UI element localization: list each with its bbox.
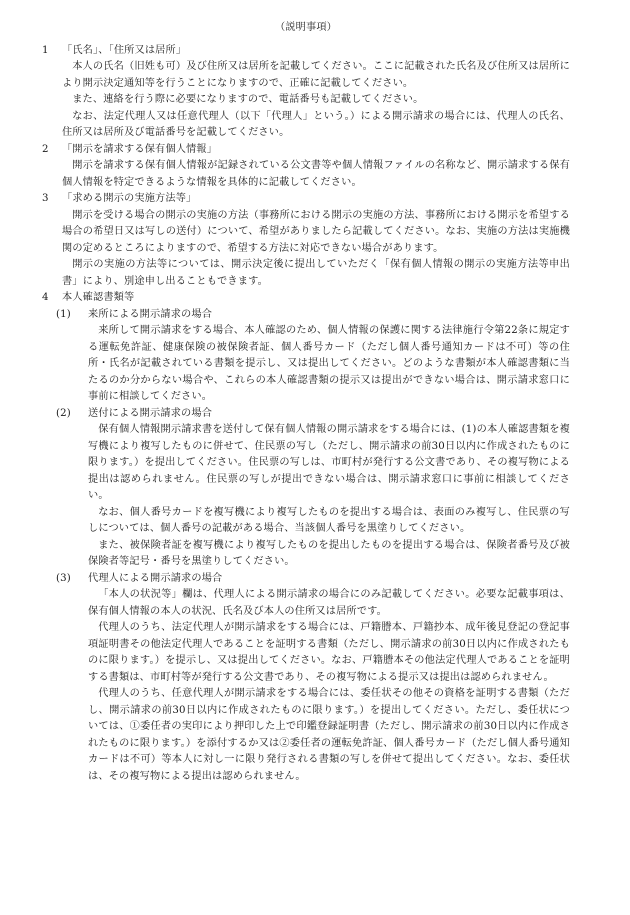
paragraph: 「本人の状況等」欄は、代理人による開示請求の場合にのみ記載してください。必要な記載事項は、保有個人情報の本人の状況、氏名及び本人の住所又は居所です。 xyxy=(88,589,570,617)
subsection-title: 代理人による開示請求の場合 xyxy=(88,572,223,584)
paragraph: 本人の氏名（旧姓も可）及び住所又は居所を記載してください。ここに記載された氏名及び住所又は居所により開示決定通知等を行うことになりますので、正確に記載してください。 xyxy=(62,61,570,89)
paragraph: 保有個人情報開示請求書を送付して保有個人情報の開示請求をする場合には、(1)の本人確認書類を複写機により複写したものに併せて、住民票の写し（ただし、開示請求の前30日以内に作成されたものに限ります。）を提出してください。住民票の写しは、市町村が発行する公文書であり、その複写物による提出は認められません。住民票の写しが提出できない場合は、開示請求窓口に事前に相談してください。 xyxy=(88,424,570,501)
paragraph: なお、法定代理人又は任意代理人（以下「代理人」という。）による開示請求の場合には、代理人の氏名、住所又は居所及び電話番号を記載してください。 xyxy=(62,110,570,138)
paragraph: また、被保険者証を複写機により複写したものを提出したものを提出する場合は、保険者番号及び被保険者等記号・番号を黒塗りしてください。 xyxy=(88,539,570,567)
section-title: 「開示を請求する保有個人情報」 xyxy=(62,143,218,155)
document-title: （説明事項） xyxy=(274,22,338,33)
section-heading-4 xyxy=(42,290,570,307)
section-heading-2 xyxy=(42,142,570,159)
section-heading-1 xyxy=(42,43,570,60)
paragraph: また、連絡を行う際に必要になりますので、電話番号も記載してください。 xyxy=(72,94,424,105)
paragraph: 開示の実施の方法等については、開示決定後に提出していただく「保有個人情報の開示の実施方法等申出書」により、別途申し出ることもできます。 xyxy=(62,259,570,287)
paragraph: 開示を請求する保有個人情報が記録されている公文書等や個人情報ファイルの名称など、開示請求する保有個人情報を特定できるような情報を具体的に記載してください。 xyxy=(62,160,570,188)
subsection-title: 来所による開示請求の場合 xyxy=(88,308,213,320)
section-number: 4 xyxy=(42,292,49,303)
subsection-number: (2) xyxy=(56,407,71,419)
section-title: 「求める開示の実施方法等」 xyxy=(62,193,197,204)
subsection-number: (3) xyxy=(56,572,71,584)
subsection-number: (1) xyxy=(56,308,71,320)
paragraph: 来所して開示請求をする場合、本人確認のため、個人情報の保護に関する法律施行令第22条に規定する運転免許証、健康保険の被保険者証、個人番号カード（ただし個人番号通知カードは不可）等の住所・氏名が記載されている書類を提示し、又は提出してください。どのような書類が本人確認書類に当たるのか分からない場合や、これらの本人確認書類の提示又は提出ができない場合は、開示請求窓口に事前に相談してください。 xyxy=(88,325,570,402)
subsection-heading-2 xyxy=(56,406,570,423)
subsection-title: 送付による開示請求の場合 xyxy=(88,407,213,419)
subsection-heading-1 xyxy=(56,307,570,324)
section-number: 3 xyxy=(42,193,49,204)
subsection-heading-3 xyxy=(56,571,570,588)
section-title: 「氏名」、「住所又は居所」 xyxy=(62,44,187,56)
section-number: 2 xyxy=(42,143,49,155)
paragraph: 代理人のうち、任意代理人が開示請求をする場合には、委任状その他その資格を証明する書類（ただし、開示請求の前30日以内に作成されたものに限ります。）を提出してください。ただし、委任状については、①委任者の実印により押印した上で印鑑登録証明書（ただし、開示請求の前30日以内に作成されたものに限ります。）を添付するか又は②委任者の運転免許証、個人番号カード（ただし個人番号通知カードは不可）等本人に対し一に限り発行される書類の写しを併せて提出してください。なお、委任状は、その複写物による提出は認められません。 xyxy=(88,688,570,782)
section-heading-3 xyxy=(42,191,570,208)
paragraph: 開示を受ける場合の開示の実施の方法（事務所における開示の実施の方法、事務所における開示を希望する場合の希望日又は写しの送付）について、希望がありましたら記載してください。なお、実施の方法は実施機関の定めるところによりますので、希望する方法に対応できない場合があります。 xyxy=(62,209,570,254)
section-title: 本人確認書類等 xyxy=(62,292,135,303)
section-number: 1 xyxy=(42,44,49,56)
paragraph: なお、個人番号カードを複写機により複写したものを提出する場合は、表面のみ複写し、住民票の写しについては、個人番号の記載がある場合、当該個人番号を黒塗りしてください。 xyxy=(88,506,570,534)
paragraph: 代理人のうち、法定代理人が開示請求をする場合には、戸籍謄本、戸籍抄本、成年後見登記の登記事項証明書その他法定代理人であることを証明する書類（ただし、開示請求の前30日以内に作成されたものに限ります。）を提示し、又は提出してください。なお、戸籍謄本その他法定代理人であることを証明する書類は、市町村等が発行する公文書であり、その複写物による提示又は提出は認められません。 xyxy=(88,622,570,683)
